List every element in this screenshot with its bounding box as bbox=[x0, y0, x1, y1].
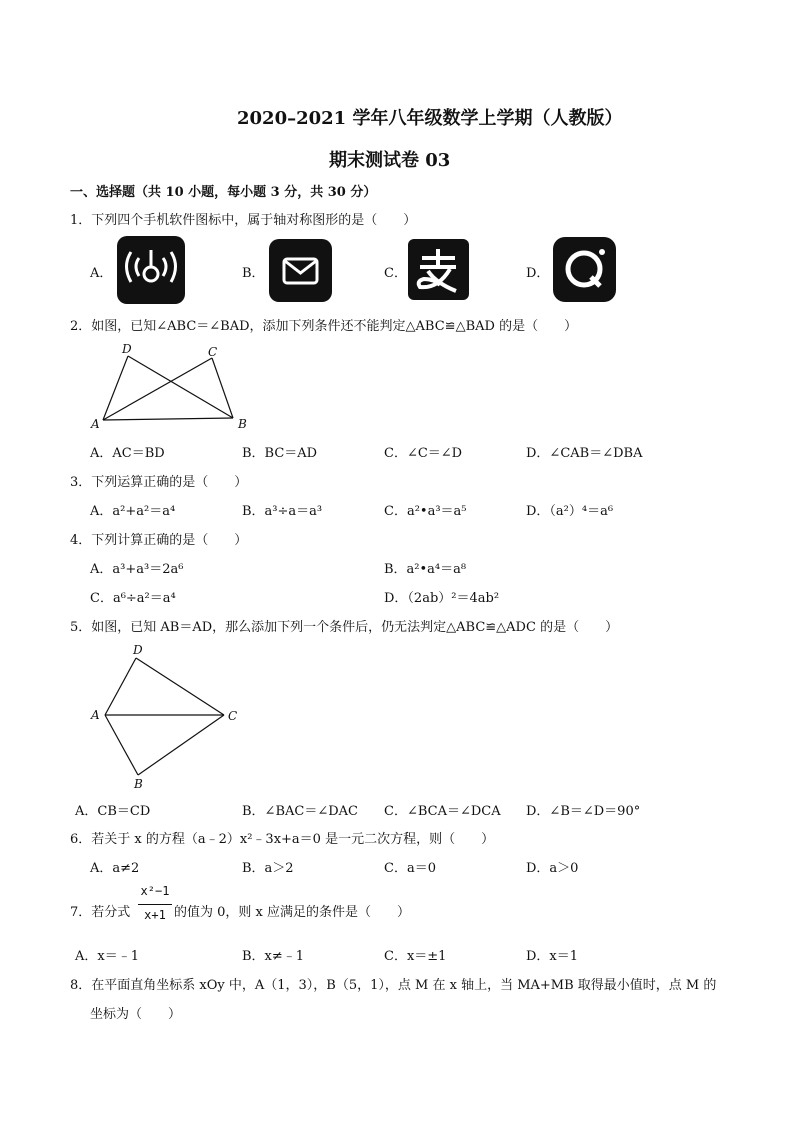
q2-option-c: C．∠C＝∠D bbox=[384, 446, 463, 461]
q5-option-b: B．∠BAC＝∠DAC bbox=[242, 804, 358, 819]
q4-option-d: D．（2ab）²＝4ab² bbox=[384, 591, 500, 606]
question-7-stem-end: 的值为 0，则 x 应满足的条件是（ ） bbox=[174, 905, 410, 920]
q5-label-b: B bbox=[134, 777, 143, 791]
q2-label-a: A bbox=[91, 417, 100, 431]
q2-option-b: B．BC＝AD bbox=[242, 446, 318, 461]
q7-option-d: D．x＝1 bbox=[526, 949, 579, 964]
q5-label-c: C bbox=[228, 709, 238, 723]
question-4-stem: 4．下列计算正确的是（ ） bbox=[70, 533, 248, 548]
q1-option-a-label: A． bbox=[90, 266, 113, 281]
q5-option-d: D．∠B＝∠D＝90° bbox=[526, 804, 641, 819]
q4-option-b: B．a²•a⁴＝a⁸ bbox=[384, 562, 467, 577]
q5-label-a: A bbox=[91, 708, 100, 722]
q7-fraction-numerator: x²−1 bbox=[140, 884, 170, 898]
q7-option-b: B．x≠﹣1 bbox=[242, 949, 305, 964]
q5-option-a: A．CB＝CD bbox=[75, 804, 151, 819]
q3-option-b: B．a³÷a＝a³ bbox=[242, 504, 323, 519]
q2-label-c: C bbox=[208, 345, 218, 359]
page-title: 2020–2021 学年八年级数学上学期（人教版） bbox=[237, 108, 623, 129]
q7-option-c: C．x＝±1 bbox=[384, 949, 447, 964]
q3-option-c: C．a²•a³＝a⁵ bbox=[384, 504, 467, 519]
q3-option-a: A．a²+a²＝a⁴ bbox=[90, 504, 176, 519]
q5-label-d: D bbox=[133, 643, 143, 657]
q5-figure bbox=[88, 640, 248, 792]
q5-option-c: C．∠BCA＝∠DCA bbox=[384, 804, 501, 819]
q1-option-d-label: D． bbox=[526, 266, 550, 281]
q2-option-d: D．∠CAB＝∠DBA bbox=[526, 446, 643, 461]
wifi-signal-icon bbox=[117, 236, 185, 304]
q2-label-d: D bbox=[122, 342, 132, 356]
section-heading: 一、选择题（共 10 小题，每小题 3 分，共 30 分） bbox=[70, 185, 377, 200]
q2-option-a: A．AC＝BD bbox=[90, 446, 165, 461]
question-1-stem: 1．下列四个手机软件图标中，属于轴对称图形的是（ ） bbox=[70, 213, 417, 228]
search-q-icon bbox=[553, 237, 616, 302]
question-8-stem-line2: 坐标为（ ） bbox=[90, 1007, 182, 1022]
q4-option-c: C．a⁶÷a²＝a⁴ bbox=[90, 591, 176, 606]
q3-option-d: D．（a²）⁴＝a⁶ bbox=[526, 504, 614, 519]
q7-fraction-bar bbox=[138, 904, 172, 905]
alipay-icon bbox=[408, 239, 469, 300]
q1-option-c-label: C． bbox=[384, 266, 407, 281]
q6-option-b: B．a＞2 bbox=[242, 861, 294, 876]
q7-fraction-denominator: x+1 bbox=[144, 908, 166, 922]
q4-option-a: A．a³+a³＝2a⁶ bbox=[90, 562, 184, 577]
question-3-stem: 3．下列运算正确的是（ ） bbox=[70, 475, 248, 490]
question-6-stem: 6．若关于 x 的方程（a﹣2）x²﹣3x+a＝0 是一元二次方程，则（ ） bbox=[70, 832, 495, 847]
q6-option-d: D．a＞0 bbox=[526, 861, 579, 876]
q6-option-a: A．a≠2 bbox=[90, 861, 140, 876]
question-7-stem-start: 7．若分式 bbox=[70, 905, 131, 920]
question-5-stem: 5．如图，已知 AB＝AD，那么添加下列一个条件后，仍无法判定△ABC≌△ADC 的是（ ） bbox=[70, 620, 619, 635]
mail-icon bbox=[269, 239, 332, 302]
q2-label-b: B bbox=[238, 417, 247, 431]
question-2-stem: 2．如图，已知∠ABC＝∠BAD，添加下列条件还不能判定△ABC≌△BAD 的是（ ） bbox=[70, 319, 578, 334]
q1-option-b-label: B． bbox=[242, 266, 265, 281]
q6-option-c: C．a＝0 bbox=[384, 861, 436, 876]
question-8-stem-line1: 8．在平面直角坐标系 xOy 中，A（1，3），B（5，1），点 M 在 x 轴上，当 MA+MB 取得最小值时，点 M 的 bbox=[70, 978, 717, 993]
page-subtitle: 期末测试卷 03 bbox=[329, 150, 451, 171]
q7-option-a: A．x＝﹣1 bbox=[75, 949, 139, 964]
q2-figure bbox=[88, 340, 258, 432]
